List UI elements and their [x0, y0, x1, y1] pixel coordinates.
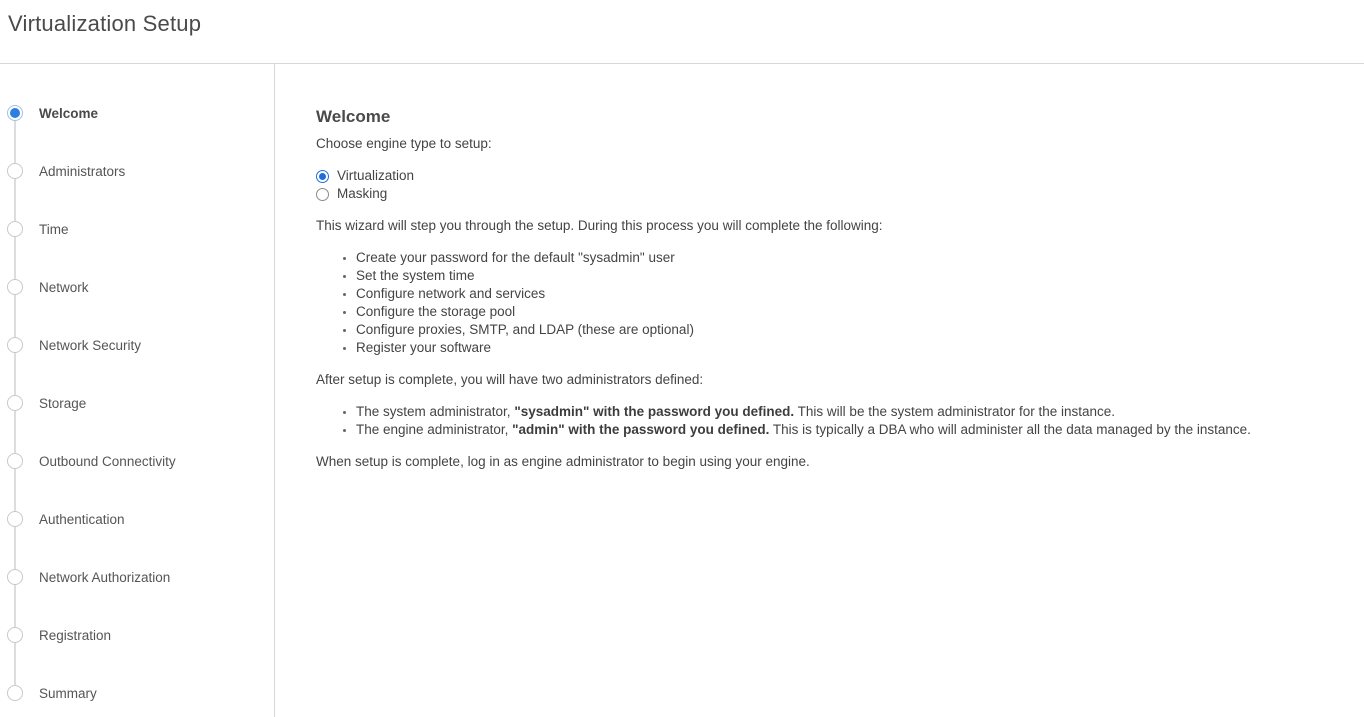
- step-network-authorization[interactable]: [0, 548, 274, 606]
- step-label: Network: [39, 279, 89, 295]
- step-radio-icon: [7, 163, 23, 179]
- choose-engine-label: Choose engine type to setup:: [316, 136, 492, 151]
- step-label: Network Security: [39, 337, 142, 353]
- radio-option-masking[interactable]: [316, 185, 1324, 203]
- main-content: [275, 64, 1364, 717]
- setup-task-item: • Configure proxies, SMTP, and LDAP (these are optional): [356, 321, 1324, 339]
- radio-label: Virtualization: [337, 168, 415, 183]
- step-radio-icon: [7, 395, 23, 411]
- step-radio-icon: [7, 337, 23, 353]
- engine-type-radio-group: [316, 167, 1324, 203]
- administrator-item: [356, 421, 1324, 439]
- administrators-list: [316, 403, 1324, 439]
- page-title: Virtualization Setup: [8, 11, 202, 36]
- step-radio-icon-selected: [7, 105, 23, 121]
- step-radio-icon: [7, 221, 23, 237]
- closing-text: When setup is complete, log in as engine administrator to begin using your engine.: [316, 454, 810, 469]
- setup-stepper-sidebar: [0, 64, 275, 717]
- after-setup-text: After setup is complete, you will have two administrators defined:: [316, 372, 704, 387]
- setup-tasks-list: [316, 249, 1324, 357]
- step-label: Welcome: [39, 105, 99, 121]
- step-registration[interactable]: [0, 606, 274, 664]
- admin-suffix: This is typically a DBA who will administer all the data managed by the instance.: [769, 422, 1251, 437]
- step-label: Summary: [39, 685, 97, 701]
- step-radio-icon: [7, 685, 23, 701]
- setup-task-item: • Set the system time: [356, 267, 1324, 285]
- admin-prefix: The system administrator,: [356, 404, 515, 419]
- step-radio-icon: [7, 453, 23, 469]
- admin-prefix: The engine administrator,: [356, 422, 513, 437]
- body-row: [0, 64, 1364, 717]
- step-administrators[interactable]: [0, 142, 274, 200]
- radio-label: Masking: [337, 186, 388, 201]
- admin-bold: "admin" with the password you defined.: [512, 422, 770, 437]
- setup-task-item: • Register your software: [356, 339, 1324, 357]
- step-label: Outbound Connectivity: [39, 453, 176, 469]
- admin-bold: "sysadmin" with the password you defined.: [514, 404, 795, 419]
- setup-task-item: • Create your password for the default "sysadmin" user: [356, 249, 1324, 267]
- step-label: Network Authorization: [39, 569, 171, 585]
- step-label: Registration: [39, 627, 112, 643]
- radio-unselected-icon[interactable]: [316, 188, 329, 201]
- step-welcome[interactable]: [0, 84, 274, 142]
- step-time[interactable]: [0, 200, 274, 258]
- setup-task-item: • Configure network and services: [356, 285, 1324, 303]
- step-network-security[interactable]: [0, 316, 274, 374]
- administrator-item: [356, 403, 1324, 421]
- page-header: [0, 0, 1364, 64]
- step-radio-icon: [7, 627, 23, 643]
- step-authentication[interactable]: [0, 490, 274, 548]
- step-radio-icon: [7, 279, 23, 295]
- step-radio-icon: [7, 569, 23, 585]
- radio-option-virtualization[interactable]: [316, 167, 1324, 185]
- step-label: Authentication: [39, 511, 125, 527]
- stepper-list: [0, 84, 274, 717]
- radio-selected-icon[interactable]: [316, 170, 329, 183]
- step-label: Storage: [39, 395, 87, 411]
- step-summary[interactable]: [0, 664, 274, 717]
- step-label: Administrators: [39, 163, 126, 179]
- admin-suffix: This will be the system administrator for the instance.: [794, 404, 1116, 419]
- step-label: Time: [39, 221, 69, 237]
- step-storage[interactable]: [0, 374, 274, 432]
- step-outbound-connectivity[interactable]: [0, 432, 274, 490]
- step-network[interactable]: [0, 258, 274, 316]
- step-radio-icon: [7, 511, 23, 527]
- setup-task-item: • Configure the storage pool: [356, 303, 1324, 321]
- welcome-heading: Welcome: [316, 107, 391, 126]
- wizard-intro-text: This wizard will step you through the setup. During this process you will complete the following:: [316, 218, 883, 233]
